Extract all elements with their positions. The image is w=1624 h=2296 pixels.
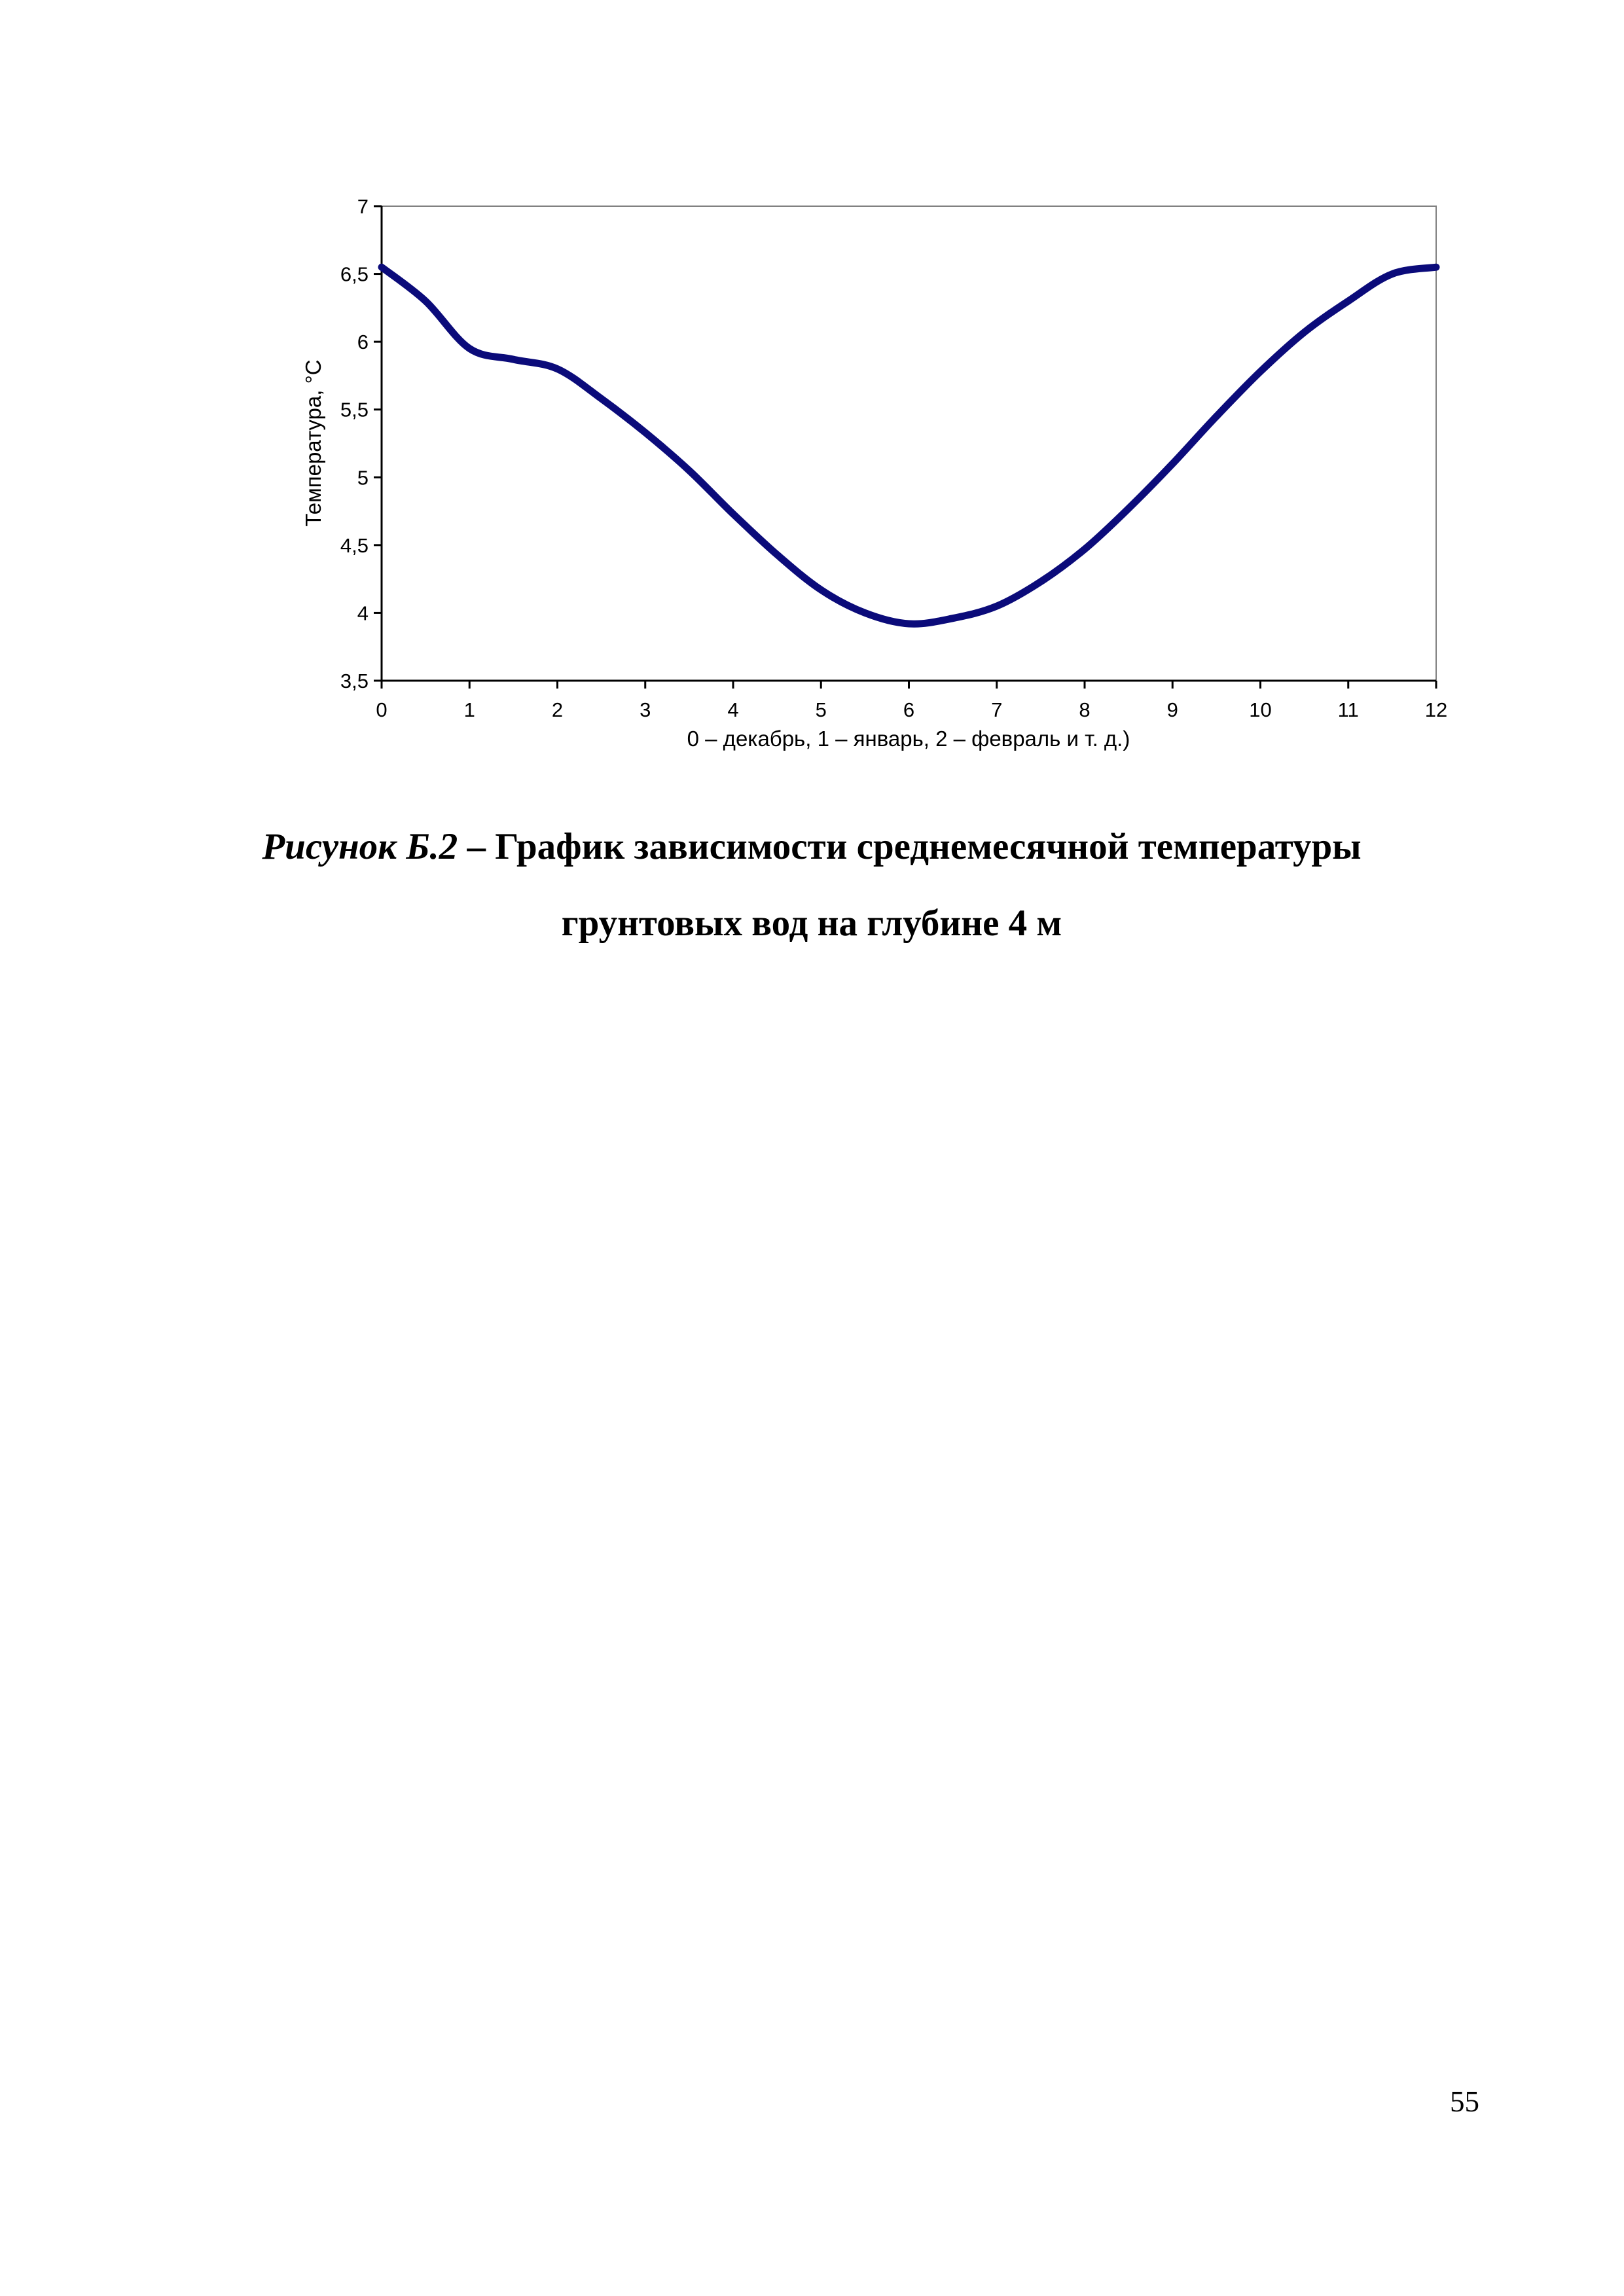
caption-line-2: грунтовых вод на глубине 4 м [561, 903, 1062, 944]
temperature-line [382, 267, 1436, 624]
x-tick-label: 8 [1079, 698, 1091, 721]
caption-line-1 [196, 808, 1427, 885]
caption-figure-number: Рисунок Б.2 [262, 826, 458, 867]
x-tick-label: 3 [640, 698, 651, 721]
x-tick-label: 10 [1249, 698, 1272, 721]
x-tick-label: 4 [727, 698, 739, 721]
y-tick-label: 5,5 [340, 398, 369, 422]
y-ticks [340, 195, 382, 692]
x-tick-label: 7 [991, 698, 1003, 721]
x-tick-label: 5 [815, 698, 827, 721]
y-tick-label: 4,5 [340, 533, 369, 557]
x-tick-label: 12 [1424, 698, 1448, 721]
chart [262, 177, 1466, 766]
x-tick-label: 6 [903, 698, 915, 721]
figure-caption [196, 808, 1427, 961]
y-tick-label: 5 [357, 466, 369, 490]
x-tick-label: 1 [463, 698, 475, 721]
x-tick-label: 2 [551, 698, 564, 721]
plot-area [382, 206, 1436, 681]
y-tick-label: 3,5 [340, 670, 369, 692]
x-tick-label: 0 [376, 698, 388, 721]
x-axis-label: 0 – декабрь, 1 – январь, 2 – февраль и т. д.) [687, 726, 1130, 751]
x-tick-label: 11 [1337, 698, 1359, 721]
y-tick-label: 6 [357, 331, 369, 354]
y-axis-label: Температура, °С [301, 359, 325, 527]
y-tick-label: 6,5 [340, 262, 369, 286]
caption-title-part-1: – График зависимости среднемесячной температуры [458, 826, 1362, 867]
x-tick-label: 9 [1166, 698, 1178, 721]
y-tick-label: 4 [357, 601, 369, 625]
temperature-chart [262, 177, 1466, 766]
page-number: 55 [1450, 2085, 1479, 2118]
y-tick-label: 7 [357, 195, 369, 218]
x-ticks [376, 681, 1447, 721]
